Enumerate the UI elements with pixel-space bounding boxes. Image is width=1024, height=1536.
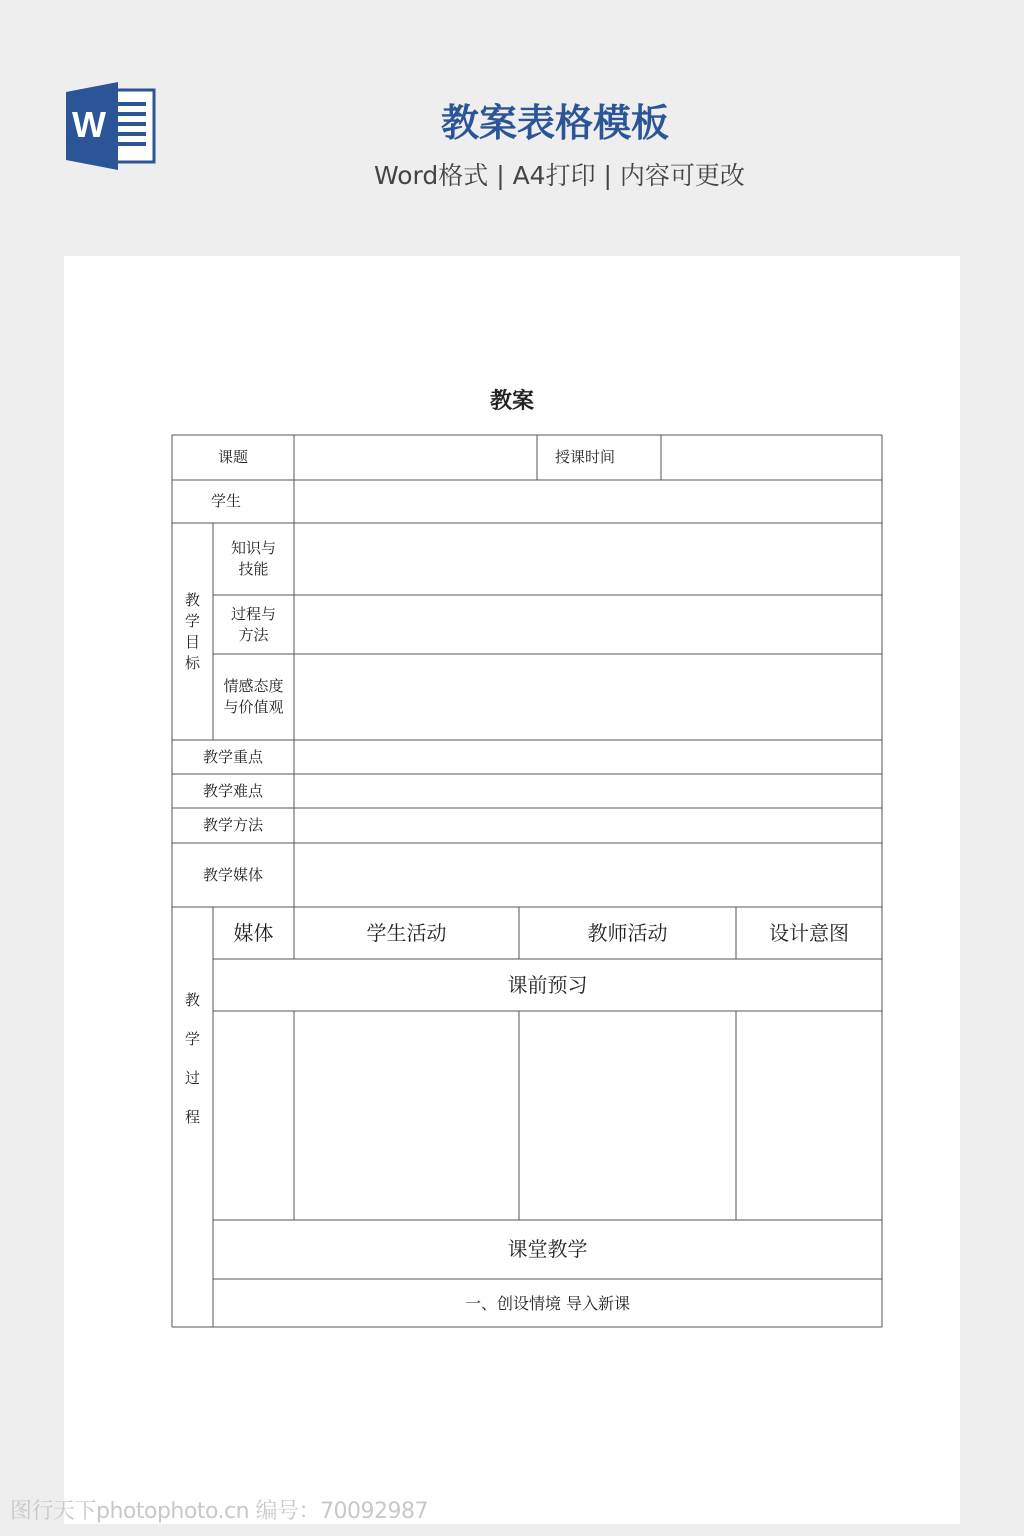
step-one-title: 一、创设情境 导入新课: [464, 1293, 631, 1313]
goals-char-2: 学: [184, 611, 200, 630]
goals-char-1: 教: [184, 590, 200, 609]
student-input-cell[interactable]: [294, 480, 882, 523]
student-label: 学生: [210, 492, 241, 510]
col-header-design-intent: 设计意图: [769, 920, 849, 945]
key-points-input[interactable]: [294, 740, 882, 774]
col-header-media: 媒体: [233, 920, 274, 945]
page-subtitle: Word格式 | A4打印 | 内容可更改: [374, 161, 745, 190]
goal-emotion-input[interactable]: [294, 654, 882, 740]
methods-input[interactable]: [294, 808, 882, 843]
document-title: 教案: [489, 389, 534, 414]
topic-label: 课题: [217, 448, 248, 466]
goals-char-4: 标: [184, 653, 200, 672]
preview-section-title: 课前预习: [507, 972, 588, 997]
goal-knowledge-label: 知识与 技能: [230, 539, 276, 578]
preview-student-cell[interactable]: [294, 1011, 519, 1220]
media-input[interactable]: [294, 843, 882, 907]
goals-char-3: 目: [184, 632, 200, 651]
difficulties-input[interactable]: [294, 774, 882, 808]
process-char-3: 过: [184, 1069, 200, 1087]
time-input-cell[interactable]: [661, 435, 882, 480]
preview-intent-cell[interactable]: [736, 1011, 882, 1220]
word-icon-letter: W: [72, 104, 106, 145]
classroom-section-title: 课堂教学: [507, 1237, 588, 1261]
preview-media-cell[interactable]: [213, 1011, 294, 1220]
col-header-student-activity: 学生活动: [366, 920, 447, 945]
topic-input-cell[interactable]: [294, 435, 537, 480]
goal-emotion-label: 情感态度 与价值观: [223, 677, 284, 716]
media-label: 教学媒体: [202, 865, 263, 884]
process-char-4: 程: [184, 1108, 200, 1126]
goal-process-label: 过程与 方法: [230, 604, 276, 644]
teaching-goals-label: [172, 523, 213, 740]
preview-teacher-cell[interactable]: [519, 1011, 736, 1220]
goal-process-input[interactable]: [294, 595, 882, 654]
teaching-process-label: [172, 907, 213, 1327]
key-points-label: 教学重点: [202, 747, 263, 766]
process-char-2: 学: [184, 1030, 200, 1048]
methods-label: 教学方法: [202, 816, 263, 834]
watermark: 图行天下photophoto.cn 编号：70092987: [10, 1499, 429, 1524]
col-header-teacher-activity: 教师活动: [587, 920, 668, 945]
difficulties-label: 教学难点: [202, 781, 263, 800]
time-label: 授课时间: [554, 448, 615, 466]
page-title: 教案表格模板: [440, 101, 669, 145]
goal-knowledge-input[interactable]: [294, 523, 882, 595]
process-char-1: 教: [184, 991, 200, 1009]
